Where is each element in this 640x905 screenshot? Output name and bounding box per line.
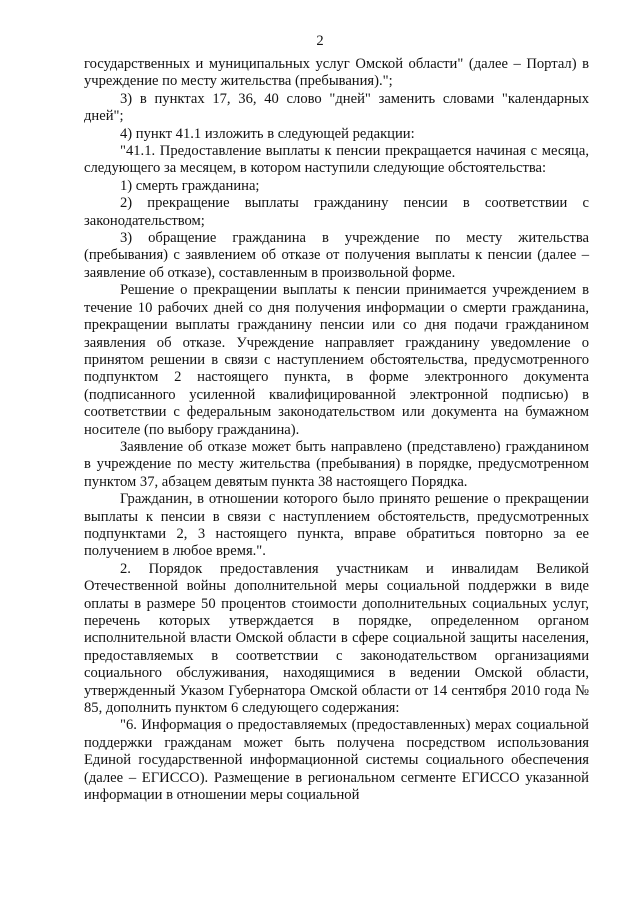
paragraph: 1) смерть гражданина; (120, 177, 260, 194)
paragraph: государственных и муниципальных услуг Омской области" (далее – Портал) в учреждение по месту жительства (пребывания)."; (84, 56, 589, 90)
paragraph: 2. Порядок предоставления участникам и инвалидам Великой Отечественной войны дополнительной меры социальной поддержки в виде оплаты в размере 50 процентов стоимости дополнительных социальных услуг, перечень которых утверждается в порядке, определенном органом исполнительной власти Омской области в сфере социальной защиты населения, предоставляемых в соответствии с законодательством организациями социального обслуживания, находящимися в ведении Омской области, утвержденный Указом Губернатора Омской области от 14 сентября 2010 года № 85, дополнить пунктом 6 следующего содержания: (84, 560, 589, 717)
paragraph: 3) в пунктах 17, 36, 40 слово "дней" заменить словами "календарных дней"; (84, 90, 589, 125)
paragraph: 2) прекращение выплаты гражданину пенсии в соответствии с законодательством; (84, 195, 589, 229)
paragraph: "6. Информация о предоставляемых (предоставленных) мерах социальной поддержки гражданам может быть получена посредством использования Единой государственной информационной системы социального обеспечения (далее – ЕГИССО). Размещение в региональном сегменте ЕГИССО указанной информации в отношении меры социальной (84, 717, 589, 804)
paragraph: Заявление об отказе может быть направлено (представлено) гражданином в учреждение по месту жительства (пребывания) в порядке, предусмотренном пунктом 37, абзацем девятым пункта 38 настоящего Порядка. (84, 438, 589, 490)
paragraph: Решение о прекращении выплаты к пенсии принимается учреждением в течение 10 рабочих дней со дня получения информации о смерти гражданина, прекращении выплаты гражданину пенсии или со дня подачи гражданином заявления об отказе. Учреждение направляет гражданину уведомление о принятом решении в связи с наступлением обстоятельства, предусмотренного подпунктом 2 настоящего пункта, в форме электронного документа (подписанного усиленной квалифицированной электронной подписью) в соответствии с федеральным законодательством или документа на бумажном носителе (по выбору гражданина). (84, 282, 589, 438)
page-number: 2 (316, 33, 324, 49)
document-body (84, 56, 589, 804)
paragraph: 4) пункт 41.1 изложить в следующей редакции: (120, 125, 415, 142)
paragraph: Гражданин, в отношении которого было принято решение о прекращении выплаты к пенсии в связи с наступлением обстоятельств, предусмотренных подпунктами 2, 3 настоящего пункта, вправе обратиться повторно за ее получением в любое время.". (84, 491, 589, 560)
paragraph: 3) обращение гражданина в учреждение по месту жительства (пребывания) с заявлением об отказе от получения выплаты к пенсии (далее – заявление об отказе), составленным в произвольной форме. (84, 230, 589, 281)
paragraph: "41.1. Предоставление выплаты к пенсии прекращается начиная с месяца, следующего за месяцем, в котором наступили следующие обстоятельства: (84, 143, 589, 177)
